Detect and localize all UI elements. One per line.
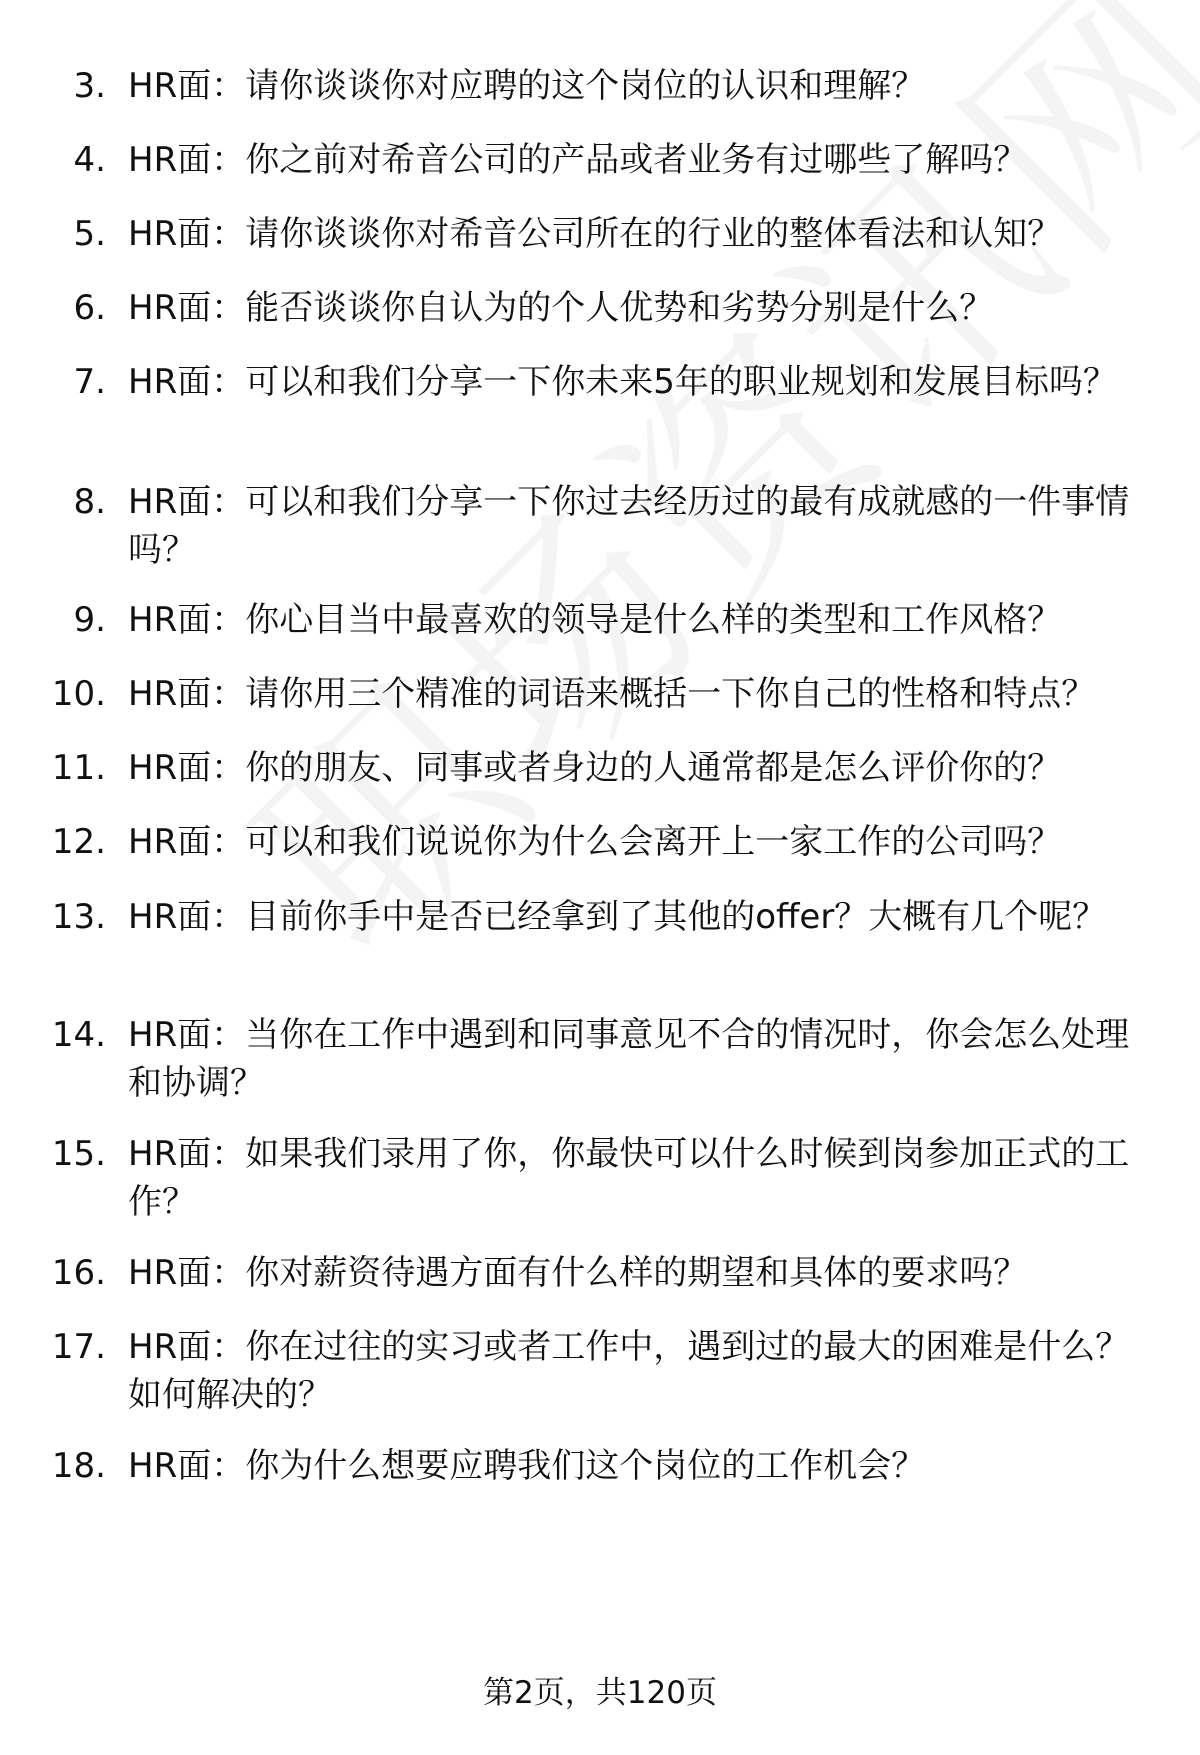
item-number: 13.: [51, 897, 106, 937]
item-text: HR面：可以和我们分享一下你未来5年的职业规划和发展目标吗？: [128, 362, 1117, 402]
item-number: 6.: [73, 288, 106, 328]
item-text: HR面：你之前对希音公司的产品或者业务有过哪些了解吗？: [128, 140, 1028, 180]
item-number: 18.: [51, 1446, 106, 1486]
item-text: HR面：请你谈谈你对希音公司所在的行业的整体看法和认知？: [128, 214, 1062, 254]
item-text: HR面：请你谈谈你对应聘的这个岗位的认识和理解？: [128, 66, 926, 106]
item-text: HR面：可以和我们说说你为什么会离开上一家工作的公司吗？: [128, 822, 1062, 862]
item-text: HR面：如果我们录用了你，你最快可以什么时候到岗参加正式的工作？: [128, 1134, 1130, 1222]
item-text: HR面：你对薪资待遇方面有什么样的期望和具体的要求吗？: [128, 1253, 1028, 1293]
item-number: 12.: [51, 822, 106, 862]
item-number: 3.: [73, 66, 106, 106]
item-text: HR面：请你用三个精准的词语来概括一下你自己的性格和特点？: [128, 674, 1096, 714]
item-text: HR面：你的朋友、同事或者身边的人通常都是怎么评价你的？: [128, 748, 1062, 788]
item-text: HR面：能否谈谈你自认为的个人优势和劣势分别是什么？: [128, 288, 994, 328]
item-number: 4.: [73, 140, 106, 180]
item-number: 15.: [51, 1134, 106, 1174]
item-number: 16.: [51, 1253, 106, 1293]
item-number: 11.: [51, 748, 106, 788]
item-text: HR面：可以和我们分享一下你过去经历过的最有成就感的一件事情吗？: [128, 482, 1130, 570]
item-text: HR面：目前你手中是否已经拿到了其他的offer？大概有几个呢？: [128, 897, 1107, 937]
item-text: HR面：当你在工作中遇到和同事意见不合的情况时，你会怎么处理和协调？: [128, 1015, 1130, 1103]
item-number: 10.: [51, 674, 106, 714]
item-text: HR面：你在过往的实习或者工作中，遇到过的最大的困难是什么？如何解决的？: [128, 1327, 1130, 1415]
item-text: HR面：你为什么想要应聘我们这个岗位的工作机会？: [128, 1446, 926, 1486]
item-number: 8.: [73, 482, 106, 522]
item-number: 7.: [73, 362, 106, 402]
item-number: 9.: [73, 600, 106, 640]
item-number: 17.: [51, 1327, 106, 1367]
item-number: 14.: [51, 1015, 106, 1055]
item-number: 5.: [73, 214, 106, 254]
page-footer: 第2页，共120页: [483, 1675, 717, 1711]
item-text: HR面：你心目当中最喜欢的领导是什么样的类型和工作风格？: [128, 600, 1062, 640]
